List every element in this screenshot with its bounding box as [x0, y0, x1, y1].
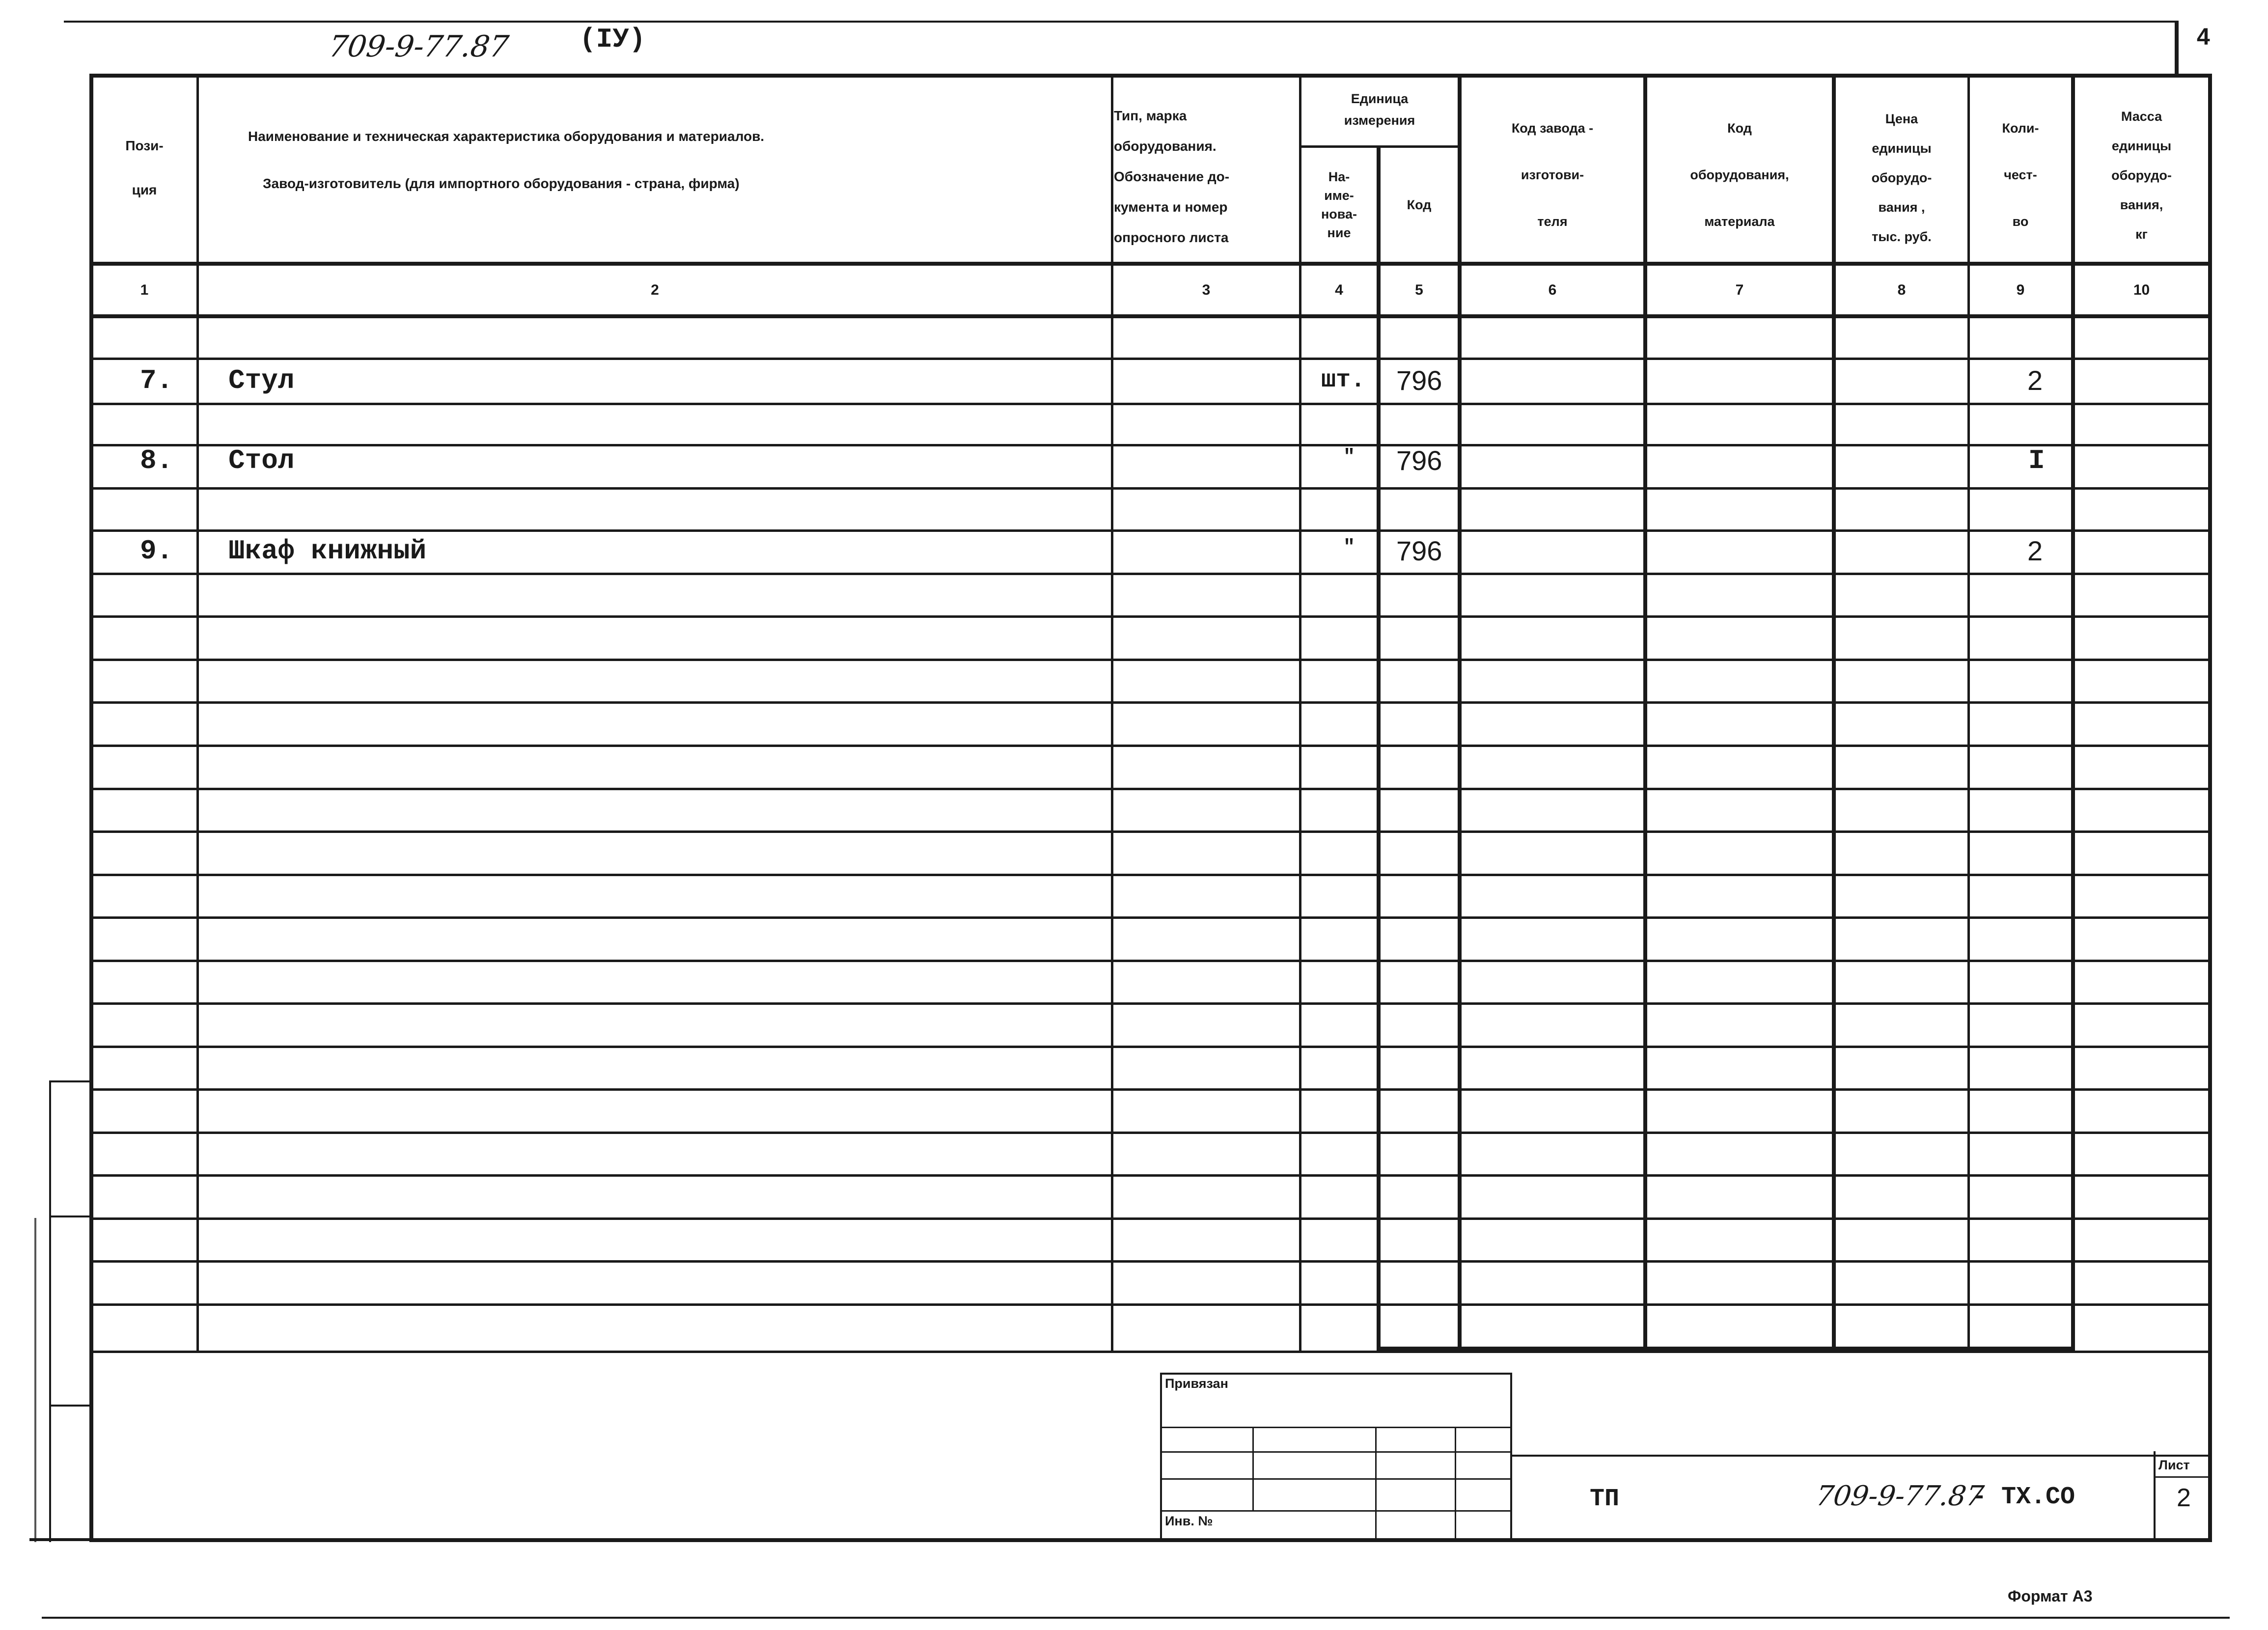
top-border-line: [64, 21, 2176, 23]
binding-strip-inner: [34, 1218, 36, 1542]
binding-strip-mid-1: [49, 1216, 91, 1217]
header-quantity: Коли- чест- во: [2002, 121, 2039, 229]
row-line: [89, 615, 2212, 618]
stamp-left: [1160, 1373, 1162, 1540]
row-line: [89, 960, 2212, 962]
header-unit-name: На- име- нова- ние: [1321, 169, 1357, 240]
stamp-row-line: [1160, 1478, 1512, 1480]
stamp-top: [1160, 1373, 1512, 1375]
row-unit: ": [1343, 446, 1355, 469]
sheet-box-divider: [2154, 1476, 2210, 1478]
header-bottom-line: [89, 262, 2212, 266]
binding-strip-mid-2: [49, 1405, 91, 1407]
row-name: Стол: [228, 445, 295, 476]
row-line: [89, 573, 2212, 575]
row-line: [89, 403, 2212, 405]
header-unit-code: Код: [1407, 197, 1432, 212]
stamp-row-line: [1160, 1510, 1512, 1512]
binding-strip-bottom: [29, 1538, 93, 1541]
frame-bottom: [89, 1538, 2212, 1542]
header-name-line1: Наименование и техническая характеристика оборудования и материалов.: [248, 129, 765, 144]
frame-right: [2208, 74, 2212, 1542]
row-line: [89, 1174, 2212, 1177]
header-position: Пози- ция: [125, 138, 164, 197]
row-line: [89, 1132, 2212, 1134]
row-line: [89, 1088, 2212, 1091]
page-box-left: [2175, 21, 2179, 77]
row-line: [89, 916, 2212, 919]
frame-top: [89, 74, 2212, 78]
header-unit-price: Цена единицы оборудо- вания , тыс. руб.: [1871, 111, 1932, 244]
page-bottom-line: [42, 1617, 2230, 1619]
row-quantity: I: [2028, 445, 2045, 476]
section-label: (IУ): [580, 24, 646, 55]
row-line: [89, 745, 2212, 747]
header-unit-mass: Масса единицы оборудо- вания, кг: [2111, 109, 2172, 242]
row-position: 7.: [140, 365, 173, 396]
row-line: [89, 659, 2212, 661]
stamp-tp: ТП: [1590, 1485, 1620, 1513]
row-quantity: 2: [2027, 535, 2043, 566]
row-unit: шт.: [1321, 366, 1366, 394]
sheet-box-left: [2154, 1451, 2156, 1540]
row-line: [89, 444, 2212, 446]
column-number: 2: [651, 281, 659, 298]
header-equipment-code: Код оборудования, материала: [1690, 121, 1789, 229]
row-line: [89, 830, 2212, 833]
column-number: 3: [1202, 281, 1211, 298]
row-line: [89, 874, 2212, 876]
row-line: [89, 1002, 2212, 1005]
stamp-col-line: [1455, 1427, 1456, 1540]
col-line-9: [2071, 74, 2075, 1353]
binding-strip-outer: [49, 1080, 51, 1542]
stamp-sheet-label: Лист: [2158, 1458, 2190, 1472]
numbers-row-bottom-line: [89, 314, 2212, 318]
table-bottom-line: [89, 1351, 2212, 1353]
stamp-row-line: [1160, 1427, 1512, 1428]
row-quantity: 2: [2027, 365, 2043, 396]
row-line: [89, 487, 2212, 490]
row-line: [89, 701, 2212, 704]
stamp-row-line: [1160, 1451, 1512, 1453]
stamp-doc-suffix: - ТХ.СО: [1972, 1483, 2075, 1511]
row-code: 796: [1396, 365, 1442, 396]
row-name: Шкаф книжный: [228, 535, 427, 567]
row-line: [89, 358, 2212, 360]
header-name-line2: Завод-изготовитель (для импортного оборудования - страна, фирма): [263, 176, 740, 191]
stamp-sheet-number: 2: [2177, 1484, 2191, 1512]
column-number: 10: [2133, 281, 2150, 298]
row-line: [89, 1260, 2212, 1263]
column-number: 7: [1735, 281, 1744, 298]
row-line: [89, 1217, 2212, 1220]
column-number: 8: [1897, 281, 1906, 298]
page-number: 4: [2197, 24, 2210, 50]
col-line-7: [1832, 74, 1836, 1353]
header-factory-code: Код завода - изготови- теля: [1511, 121, 1594, 229]
coded-block-bottom: [1377, 1347, 2074, 1351]
title-block-top: [1510, 1455, 2210, 1457]
column-number: 5: [1415, 281, 1423, 298]
row-unit: ": [1343, 537, 1355, 559]
row-code: 796: [1396, 445, 1442, 476]
column-number: 1: [140, 281, 149, 298]
stamp-doc-code: 709-9-77.87: [1814, 1480, 1986, 1512]
col-line-5: [1458, 74, 1462, 1353]
stamp-col-line: [1375, 1427, 1377, 1540]
column-number: 4: [1335, 281, 1343, 298]
column-number: 9: [2016, 281, 2025, 298]
stamp-privyazan: Привязан: [1165, 1376, 1228, 1391]
row-line: [89, 1046, 2212, 1048]
stamp-inv-no: Инв. №: [1165, 1514, 1213, 1528]
row-code: 796: [1396, 535, 1442, 566]
row-line: [89, 788, 2212, 790]
col-line-6: [1643, 74, 1647, 1353]
binding-strip-top: [49, 1080, 91, 1082]
row-position: 9.: [140, 535, 173, 567]
row-line: [89, 1303, 2212, 1306]
header-unit-group: Единица измерения: [1344, 91, 1415, 128]
top-doc-number: 709-9-77.87: [327, 29, 511, 64]
stamp-col-line: [1252, 1427, 1254, 1510]
col-line-4: [1377, 145, 1381, 1353]
row-position: 8.: [140, 445, 173, 476]
row-name: Стул: [228, 365, 295, 396]
header-type: Тип, марка оборудования. Обозначение до- кумента и номер опросного листа: [1114, 108, 1230, 245]
column-number: 6: [1548, 281, 1557, 298]
format-label: Формат А3: [2008, 1587, 2093, 1605]
row-line: [89, 529, 2212, 532]
